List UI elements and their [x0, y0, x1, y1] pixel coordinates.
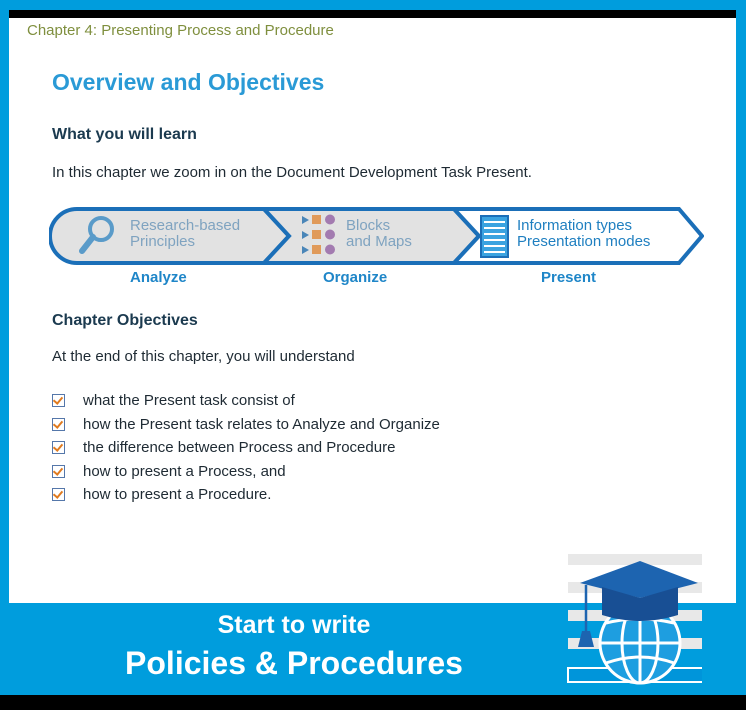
step-label-analyze: Analyze [130, 269, 187, 286]
list-item: how to present a Process, and [52, 460, 440, 484]
graduation-globe-logo [552, 543, 702, 691]
checkbox-checked-icon [52, 394, 65, 407]
list-item: the difference between Process and Procedure [52, 436, 440, 460]
checkbox-checked-icon [52, 441, 65, 454]
learn-heading: What you will learn [52, 126, 197, 143]
page-title: Overview and Objectives [52, 69, 325, 95]
step-label-organize: Organize [323, 269, 388, 286]
checkbox-checked-icon [52, 418, 65, 431]
step-analyze-text: Research-based Principles [130, 217, 241, 250]
banner-line1: Start to write [217, 611, 371, 639]
document-page [9, 18, 736, 603]
step-present-text: Information types Presentation modes [517, 217, 651, 250]
checkbox-checked-icon [52, 488, 65, 501]
top-bar [9, 10, 736, 18]
document-lines-icon [481, 216, 508, 257]
learn-text: In this chapter we zoom in on the Document Development Task Present. [52, 164, 532, 181]
banner-line2: Policies & Procedures [125, 645, 463, 681]
list-item: what the Present task consist of [52, 389, 440, 413]
step-label-present: Present [541, 269, 597, 286]
bottom-bar [0, 695, 746, 710]
list-item: how the Present task relates to Analyze and Organize [52, 413, 440, 437]
objectives-heading: Chapter Objectives [52, 312, 198, 329]
list-item: how to present a Procedure. [52, 483, 440, 507]
objectives-intro: At the end of this chapter, you will understand [52, 348, 355, 365]
checkbox-checked-icon [52, 465, 65, 478]
chapter-heading: Chapter 4: Presenting Process and Procedure [27, 22, 334, 39]
step-organize-text: Blocks and Maps [346, 217, 412, 250]
objectives-list [52, 389, 440, 507]
